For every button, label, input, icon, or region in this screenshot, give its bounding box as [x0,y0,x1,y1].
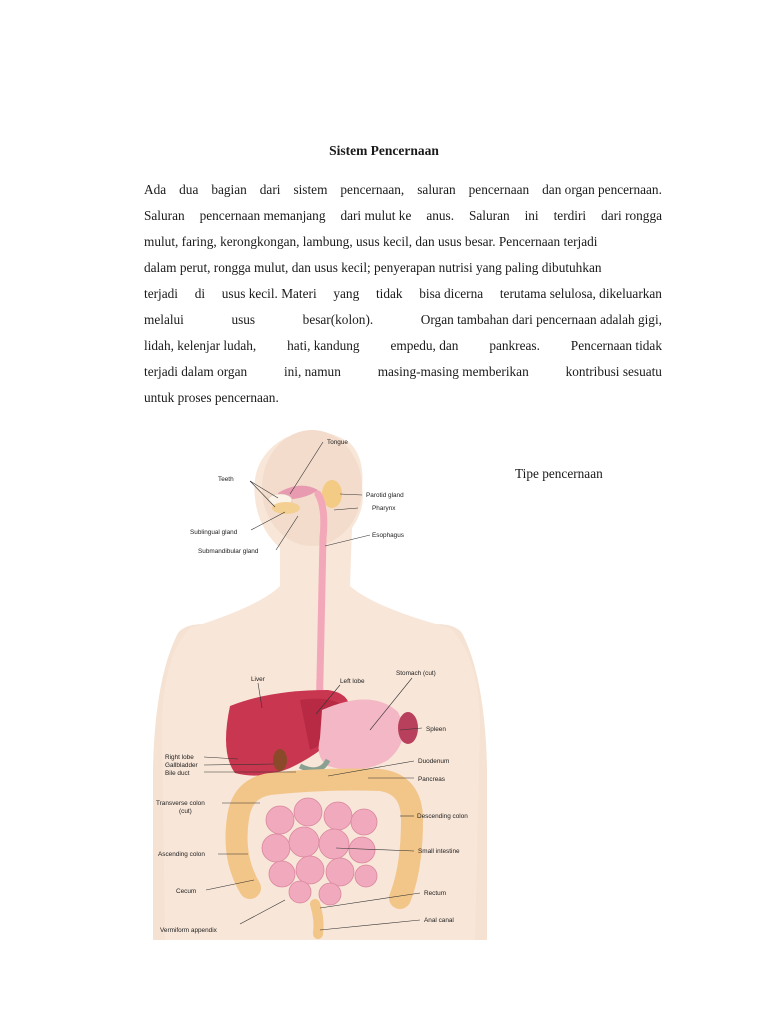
document-title: Sistem Pencernaan [329,143,439,158]
label-small-intestine: Small intestine [418,848,460,855]
label-transverse-colon: Transverse colon [156,800,205,807]
paragraph-line [144,385,662,411]
label-stomach: Stomach (cut) [396,670,436,677]
text-segment: Organ tambahan dari pencernaan adalah gigi, [420,312,662,327]
digestive-system-figure [150,428,490,940]
text-segment: saluran [417,182,456,197]
text-segment: lidah, kelenjar ludah, [144,338,257,353]
text-segment: yang [333,286,360,301]
text-segment: hati, kandung [287,338,360,353]
text-segment: pencernaan memanjang [199,208,326,223]
label-vermiform-appendix: Vermiform appendix [160,927,217,934]
paragraph-line [144,255,662,281]
label-rectum: Rectum [424,890,447,897]
text-segment: ini [524,208,539,223]
paragraph-line [144,177,662,203]
label-pharynx: Pharynx [372,505,396,512]
text-segment: pankreas. [489,338,540,353]
label-right-lobe: Right lobe [165,754,194,761]
paragraph-line [144,229,662,255]
paragraph-line [144,203,662,229]
label-esophagus: Esophagus [372,532,404,539]
text-segment: mulut, faring, kerongkongan, lambung, usus kecil, dan usus besar. Pencernaan terjadi [144,234,598,249]
text-segment: terdiri [553,208,587,223]
text-segment: melalui [144,312,184,327]
text-segment: dan organ pencernaan. [542,182,662,197]
text-segment: pencernaan [468,182,530,197]
text-segment: di [194,286,206,301]
label-left-lobe: Left lobe [340,678,365,685]
text-segment: tidak [375,286,403,301]
text-segment: terjadi [144,286,178,301]
text-segment: bisa dicerna [419,286,484,301]
text-segment: Ada [144,182,167,197]
text-segment: terjadi dalam organ [144,364,248,379]
label-gallbladder: Gallbladder [165,762,198,769]
label-duodenum: Duodenum [418,758,450,765]
text-segment: kontribusi sesuatu [565,364,662,379]
label-bile-duct: Bile duct [165,770,190,777]
text-segment: dari rongga [601,208,662,223]
label-teeth: Teeth [218,476,234,483]
text-segment: Saluran [469,208,510,223]
paragraph-line [144,333,662,359]
text-segment: Pencernaan tidak [570,338,662,353]
text-segment: Saluran [144,208,185,223]
figure-caption: Tipe pencernaan [515,466,603,481]
paragraph-line [144,359,662,385]
text-segment: dalam perut, rongga mulut, dan usus kecil; penyerapan nutrisi yang paling dibutuhkan [144,260,602,275]
rectum-organ [315,904,319,934]
label-parotid-gland: Parotid gland [366,492,404,499]
text-segment: ini, namun [283,364,341,379]
label-descending-colon: Descending colon [417,813,468,820]
paragraph-line [144,281,662,307]
text-segment: empedu, dan [390,338,459,353]
label-anal-canal: Anal canal [424,917,454,924]
label-ascending-colon: Ascending colon [158,851,205,858]
text-segment: usus kecil. Materi [221,286,317,301]
label-spleen: Spleen [426,726,446,733]
text-segment: sistem [293,182,328,197]
label-submandibular-gland: Submandibular gland [198,548,259,555]
paragraph-line [144,307,662,333]
text-segment: dari [259,182,281,197]
label-pancreas: Pancreas [418,776,445,783]
label-sublingual-gland: Sublingual gland [190,529,238,536]
text-segment: usus [231,312,256,327]
text-segment: dari mulut ke [340,208,412,223]
body-paragraph [144,177,662,411]
text-segment: besar(kolon). [302,312,374,327]
label-transverse-colon-cut: (cut) [179,808,192,815]
label-tongue: Tongue [327,439,348,446]
digestive-system-illustration [150,428,490,940]
text-segment: dua [179,182,199,197]
text-segment: anus. [426,208,455,223]
text-segment: terutama selulosa, dikeluarkan [499,286,662,301]
text-segment: pencernaan, [340,182,405,197]
text-segment: masing-masing memberikan [377,364,529,379]
text-segment: bagian [211,182,247,197]
label-cecum: Cecum [176,888,197,895]
text-segment: untuk proses pencernaan. [144,390,279,405]
label-liver: Liver [251,676,265,683]
